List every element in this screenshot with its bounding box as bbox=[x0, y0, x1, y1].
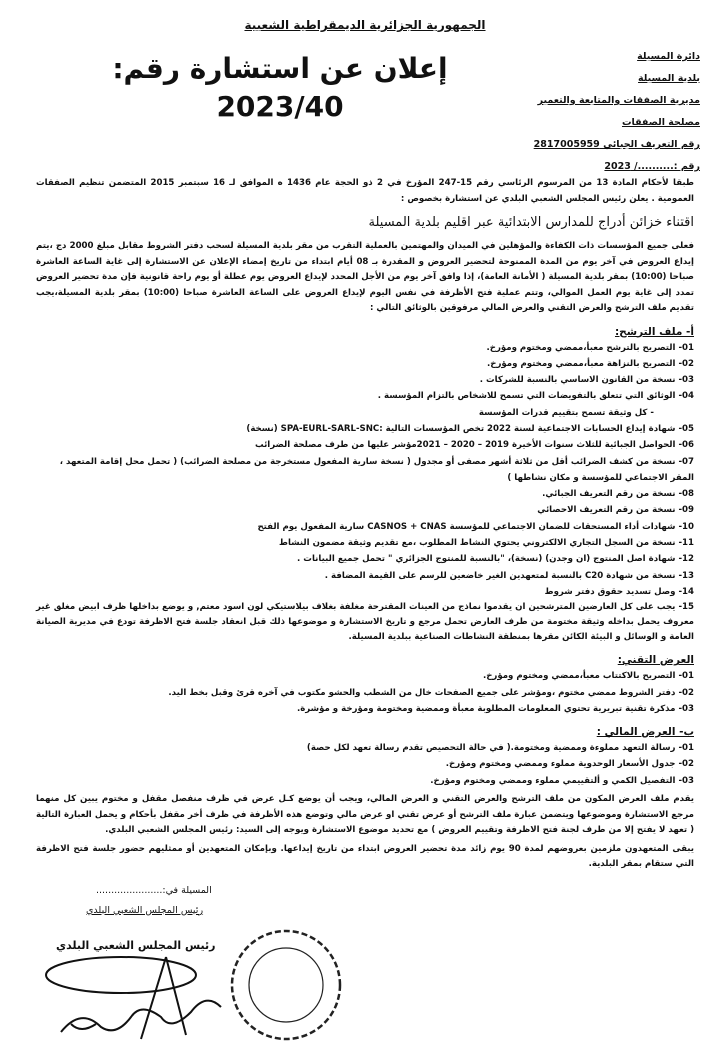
directorate-label: مديرية الصفقات والمتابعة والتعمير bbox=[537, 95, 700, 106]
list-item: - كل وثيقة تسمح بتقييم قدرات المؤسسة bbox=[478, 407, 654, 418]
technical-list bbox=[36, 668, 694, 717]
handwritten-signature bbox=[46, 957, 221, 1039]
financial-list bbox=[36, 740, 694, 789]
commune-label: بلدية المسيلة bbox=[638, 73, 700, 84]
submission-paragraph: يقدم ملف العرض المكون من ملف الترشح والعرض التقني و العرض المالي، ويجب أن يوضع كـل عرض في ظرف منفصل مقفل و مختوم يبين كل منهما مرجع الاستشارة وموضوعها ويتضمن عبارة ملف الترشح أو عرض تقني او عرض مالي وتوضع هذه الأظرفة في ظرف أخر مقفل بأحكام و يحمل العبارة التالية ( تعهد لا يفتح إلا من طرف لجنة فتح الاظرفة وتقييم العروض ) مع تحديد موضوع الاستشارة ويوجه إلى السيد: رئيس المجلس الشعبي البلدي. bbox=[36, 794, 694, 836]
candidature-heading: أ- ملف الترشح: bbox=[614, 325, 694, 338]
list-item: 03- نسخة من القانون الاساسي بالنسبة للشركات . bbox=[479, 375, 694, 386]
signature-area bbox=[36, 879, 694, 1049]
list-item: 04- الوثائق التي تتعلق بالتفويضات التي تسمح للاشخاص بالتزام المؤسسة . bbox=[377, 391, 694, 402]
list-item: 03- التفصيل الكمي و ألتقييمي مملوء وممضي ومختوم ومؤرخ. bbox=[430, 775, 694, 786]
list-item: 14- وصل تسديد حقوق دفتر شروط bbox=[544, 586, 694, 597]
list-item: 05- شهادة إيداع الحسابات الاجتماعية لسنة 2022 تخص المؤسسات التالية :SPA-EURL-SARL-SNC (نسخة) bbox=[246, 423, 694, 434]
list-item: 02- دفتر الشروط ممضي مختوم ،ومؤشر على جميع الصفحات خال من الشطب والحشو مكتوب في آخره قرئ وقبل بخط اليد. bbox=[168, 687, 694, 698]
list-item: 02- التصريح بالنزاهة معبأ،ممضي ومختوم ومؤرخ. bbox=[487, 358, 694, 369]
document-title: إعلان عن استشارة رقم: 2023/40 bbox=[112, 52, 448, 123]
technical-heading: العرض التقني: bbox=[617, 654, 694, 667]
place-date: المسيلة في:...................... bbox=[96, 884, 212, 896]
list-item: 15- يجب على كل العارضين المترشحين ان يقدموا نماذج من العينات المقترحة مغلفة بغلاف بيلاستيكي لون اسود معتم, و يوضع بداخلها ظرف ابيض مغلق غير معروف يحمل بداخله وثيقة مختومة من طرف العارض تحمل مرجع و تاريخ الاستشارة و موضوعها ذلك قبل انعقاد جلسة فتح الاظرفة تودع في مديرية الصيانة العامة و الوسائل و البيئة الكائن مقرها بمنطقة النشاطات الصناعية ببلدية المسيلة. bbox=[36, 602, 694, 643]
service-label: مصلحة الصفقات bbox=[621, 117, 700, 128]
republic-heading: الجمهورية الجزائرية الديمقراطية الشعبية bbox=[244, 18, 486, 32]
list-item: 07- نسخة من كشف الضرائب أقل من ثلاثة أشهر مصفى أو مجدول ( نسخة سارية المفعول مستخرجة من مصلحة الضرائب) ( تحمل محل إقامة المتعهد ، المقر الاجتماعي للمؤسسة و مكان نشاطها ) bbox=[59, 456, 694, 483]
official-seal bbox=[232, 931, 340, 1039]
signature-and-seal bbox=[36, 927, 356, 1047]
financial-heading: ب- العرض المالي : bbox=[596, 726, 694, 739]
list-item: 06- الحواصل الجبائية للثلاث سنوات الأخيرة 2019 – 2020 – 2021مؤشر عليها من طرف مصلحة الضرائب bbox=[254, 440, 694, 451]
consultation-subject: اقتناء خزائن أدراج للمدارس الابتدائية عبر اقليم بلدية المسيلة bbox=[368, 215, 694, 230]
list-item: 01- رسالة التعهد مملوءة وممضية ومختومة.( في حالة التحصيص تقدم رسالة تعهد لكل حصة) bbox=[306, 743, 694, 754]
list-item: 01- التصريح بالاكتتاب معبأ،ممضي ومختوم ومؤرخ. bbox=[482, 671, 694, 682]
list-item: 09- نسخة من رقم التعريف الاحصائي bbox=[537, 505, 694, 516]
list-item: 13- نسخة من شهادة C20 بالنسبة لمتعهدين الغير خاضعين للرسم على القيمة المضافة . bbox=[324, 570, 694, 581]
list-item: 10- شهادات أداء المستحقات للضمان الاجتماعي للمؤسسة CASNOS + CNAS سارية المفعول يوم الفتح bbox=[257, 521, 694, 532]
candidature-list bbox=[36, 340, 694, 646]
validity-paragraph: يبقى المتعهدون ملزمين بعروضهم لمدة 90 يوم زائد مدة تحضير العروض ابتداء من تاريخ إيداعها. وبإمكان المتعهدين أو ممثليهم حضور جلسة فتح الاظرفة التي ستقام بمقر البلدية. bbox=[36, 843, 694, 870]
tax-id-label: رقم التعريف الجبائي 2817005959 bbox=[533, 139, 700, 150]
list-item: 08- نسخة من رقم التعريف الجبائي. bbox=[542, 489, 694, 500]
stamp-role: رئيس المجلس الشعبي البلدي bbox=[56, 938, 216, 952]
list-item: 02- جدول الأسعار الوحدوية مملوء وممضي ومختوم ومؤرخ. bbox=[445, 759, 694, 770]
signatory-role: رئيس المجلس الشعبي البلدي bbox=[86, 904, 204, 916]
intro-paragraph: طبقا لأحكام المادة 13 من المرسوم الرئاسي رقم 15-247 المؤرخ في 2 ذو الحجة عام 1436 ه الموافق لـ 16 سبتمبر 2015 المتضمن تنظيم الصفقات العمومية . يعلن رئيس المجلس الشعبي البلدي عن استشارة بخصوص : bbox=[36, 178, 695, 204]
list-item: 03- مذكرة تقنية تبريرية تحتوي المعلومات المطلوبة معبأة وممضية ومختومة ومؤرخة و مؤشرة. bbox=[296, 703, 694, 714]
daira-label: دائرة المسيلة bbox=[637, 51, 700, 62]
list-item: 11- نسخة من السجل التجاري الالكتروني يحتوي النشاط المطلوب ،مع تقديم وثيقة مضمون النشاط bbox=[279, 538, 694, 549]
document-body bbox=[36, 176, 694, 1049]
reference-number: رقم :........../ 2023 bbox=[604, 161, 700, 172]
issuer-block bbox=[485, 46, 700, 178]
list-item: 01- التصريح بالترشح معبأ،ممضي ومختوم ومؤرخ. bbox=[486, 342, 694, 353]
list-item: 12- شهادة اصل المنتوج (ان وجدن) (نسخة)، "بالنسبة للمنتوج الجزائري " تحمل جميع البيانات . bbox=[297, 554, 694, 565]
body-paragraph: فعلى جميع المؤسسات ذات الكفاءة والمؤهلين في الميدان والمهتمين بالعملية التقرب من مقر بلدية المسيلة لسحب دفتر الشروط مقابل مبلغ 2000 دج ،يتم إيداع العروض في آخر يوم من المدة الممنوحة لتحضير العروض و المقدرة بـ 08 أيام ابتداء من تاريخ إمضاء الإعلان عن الاستشارة إلى غاية الساعة العاشرة صباحا (10:00) بمقر بلدية المسيلة ( الأمانة العامة)، إذا وافق آخر يوم من الأجل المحدد لإيداع العروض يوم عطلة أو يوم راحة قانونية فإن مدة تحضير العروض تمدد إلى غاية يوم العمل الموالي، وتتم عملية فتح الأظرفة في نفس اليوم لإيداع العروض على الساعة العاشرة صباحا (10:00) بمقر بلدية المسيلة،يجب تقديم ملف الترشح والعرض التقني والعرض المالي مرفوقين بالوثائق التالي : bbox=[36, 241, 695, 313]
